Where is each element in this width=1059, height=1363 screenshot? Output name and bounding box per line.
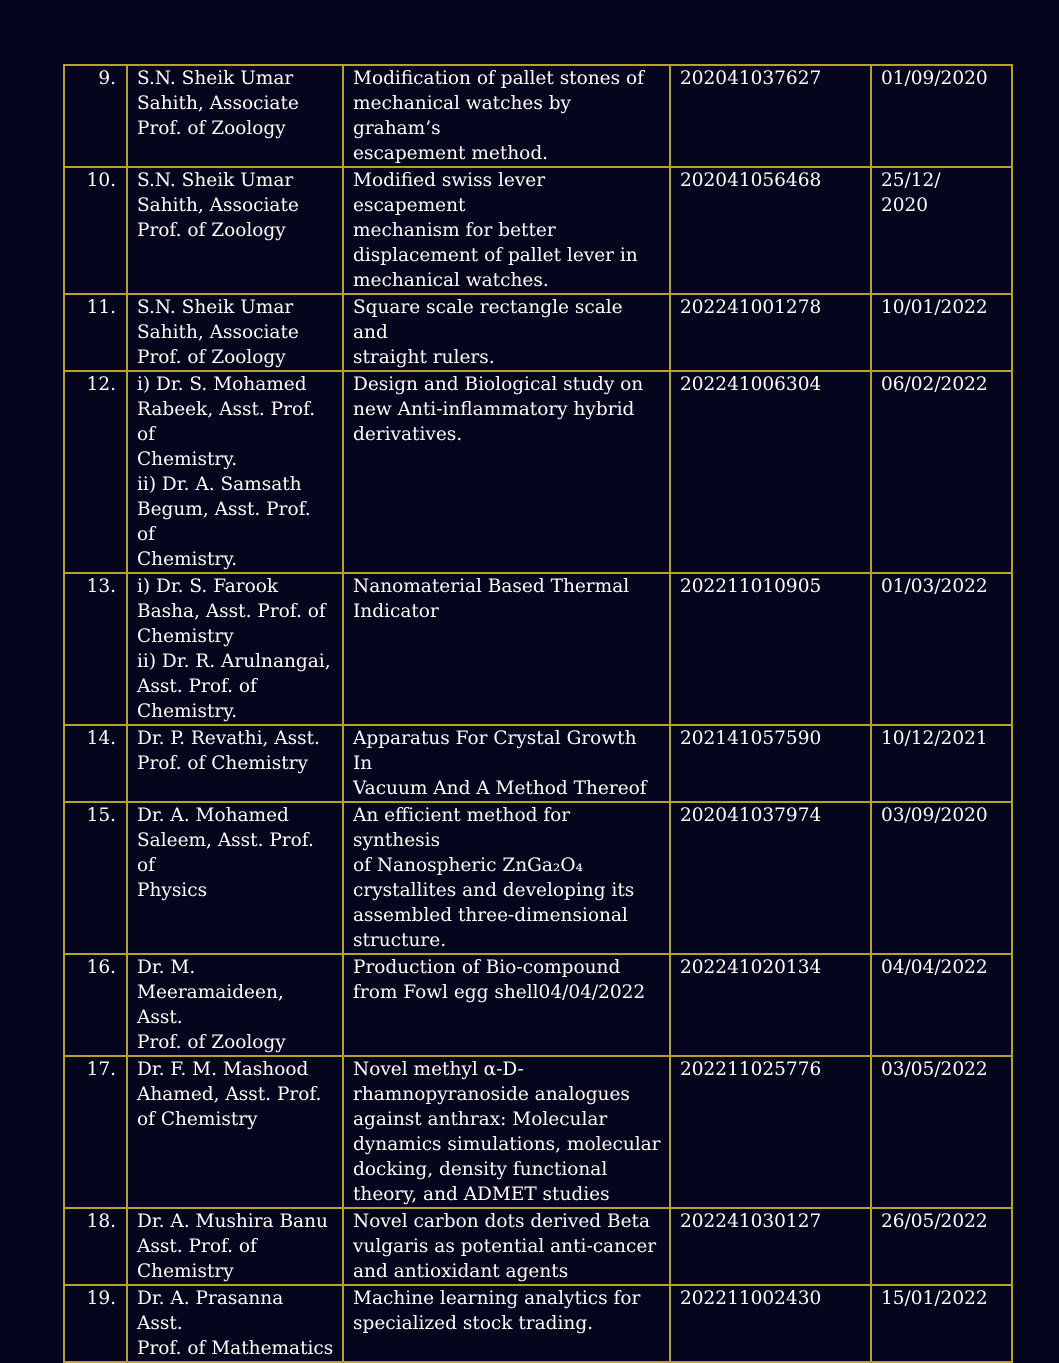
- patent-title: An efficient method for synthesis of Nanospheric ZnGa₂O₄ crystallites and developing its assembled three-dimensional structure.: [343, 802, 670, 954]
- table-row: [64, 802, 1012, 954]
- patent-title: Design and Biological study on new Anti-inflammatory hybrid derivatives.: [343, 371, 670, 573]
- inventor-name: S.N. Sheik Umar Sahith, Associate Prof. of Zoology: [127, 167, 343, 294]
- inventor-name: S.N. Sheik Umar Sahith, Associate Prof. of Zoology: [127, 65, 343, 167]
- table-row: [64, 725, 1012, 802]
- filing-date: 25/12/ 2020: [871, 167, 1012, 294]
- application-number: 202241001278: [670, 294, 871, 371]
- inventor-name: i) Dr. S. Mohamed Rabeek, Asst. Prof. of Chemistry. ii) Dr. A. Samsath Begum, Asst. Prof. of Chemistry.: [127, 371, 343, 573]
- application-number: 202241020134: [670, 954, 871, 1056]
- table-row: [64, 1056, 1012, 1208]
- table-row: [64, 954, 1012, 1056]
- inventor-name: i) Dr. S. Farook Basha, Asst. Prof. of Chemistry ii) Dr. R. Arulnangai, Asst. Prof. of Chemistry.: [127, 573, 343, 725]
- application-number: 202041037627: [670, 65, 871, 167]
- row-number: 13.: [64, 573, 127, 725]
- application-number: 202041056468: [670, 167, 871, 294]
- application-number: 202141057590: [670, 725, 871, 802]
- filing-date: 01/09/2020: [871, 65, 1012, 167]
- inventor-name: S.N. Sheik Umar Sahith, Associate Prof. of Zoology: [127, 294, 343, 371]
- inventor-name: Dr. A. Mushira Banu Asst. Prof. of Chemistry: [127, 1208, 343, 1285]
- table-row: [64, 371, 1012, 573]
- filing-date: 06/02/2022: [871, 371, 1012, 573]
- filing-date: 03/09/2020: [871, 802, 1012, 954]
- table-row: [64, 294, 1012, 371]
- inventor-name: Dr. F. M. Mashood Ahamed, Asst. Prof. of Chemistry: [127, 1056, 343, 1208]
- row-number: 11.: [64, 294, 127, 371]
- row-number: 9.: [64, 65, 127, 167]
- filing-date: 10/01/2022: [871, 294, 1012, 371]
- row-number: 19.: [64, 1285, 127, 1362]
- inventor-name: Dr. M. Meeramaideen, Asst. Prof. of Zoology: [127, 954, 343, 1056]
- filing-date: 04/04/2022: [871, 954, 1012, 1056]
- patent-title: Modification of pallet stones of mechanical watches by graham’s escapement method.: [343, 65, 670, 167]
- row-number: 12.: [64, 371, 127, 573]
- patent-title: Novel methyl α-D- rhamnopyranoside analogues against anthrax: Molecular dynamics simulations, molecular docking, density functional theory, and ADMET studies: [343, 1056, 670, 1208]
- table-row: [64, 1285, 1012, 1362]
- table-row: [64, 573, 1012, 725]
- row-number: 15.: [64, 802, 127, 954]
- patent-table: [63, 64, 1013, 1363]
- filing-date: 15/01/2022: [871, 1285, 1012, 1362]
- application-number: 202211025776: [670, 1056, 871, 1208]
- row-number: 16.: [64, 954, 127, 1056]
- application-number: 202211002430: [670, 1285, 871, 1362]
- patent-title: Nanomaterial Based Thermal Indicator: [343, 573, 670, 725]
- table-row: [64, 167, 1012, 294]
- filing-date: 01/03/2022: [871, 573, 1012, 725]
- patent-title: Apparatus For Crystal Growth In Vacuum And A Method Thereof: [343, 725, 670, 802]
- patent-table-body: [64, 65, 1012, 1362]
- filing-date: 10/12/2021: [871, 725, 1012, 802]
- patent-title: Modified swiss lever escapement mechanism for better displacement of pallet lever in mechanical watches.: [343, 167, 670, 294]
- patent-title: Novel carbon dots derived Beta vulgaris as potential anti-cancer and antioxidant agents: [343, 1208, 670, 1285]
- patent-title: Production of Bio-compound from Fowl egg shell04/04/2022: [343, 954, 670, 1056]
- patent-title: Machine learning analytics for specialized stock trading.: [343, 1285, 670, 1362]
- inventor-name: Dr. P. Revathi, Asst. Prof. of Chemistry: [127, 725, 343, 802]
- table-row: [64, 65, 1012, 167]
- row-number: 14.: [64, 725, 127, 802]
- application-number: 202241030127: [670, 1208, 871, 1285]
- row-number: 10.: [64, 167, 127, 294]
- inventor-name: Dr. A. Mohamed Saleem, Asst. Prof. of Physics: [127, 802, 343, 954]
- patent-title: Square scale rectangle scale and straight rulers.: [343, 294, 670, 371]
- row-number: 17.: [64, 1056, 127, 1208]
- application-number: 202211010905: [670, 573, 871, 725]
- filing-date: 26/05/2022: [871, 1208, 1012, 1285]
- application-number: 202241006304: [670, 371, 871, 573]
- table-row: [64, 1208, 1012, 1285]
- filing-date: 03/05/2022: [871, 1056, 1012, 1208]
- row-number: 18.: [64, 1208, 127, 1285]
- application-number: 202041037974: [670, 802, 871, 954]
- inventor-name: Dr. A. Prasanna Asst. Prof. of Mathematics: [127, 1285, 343, 1362]
